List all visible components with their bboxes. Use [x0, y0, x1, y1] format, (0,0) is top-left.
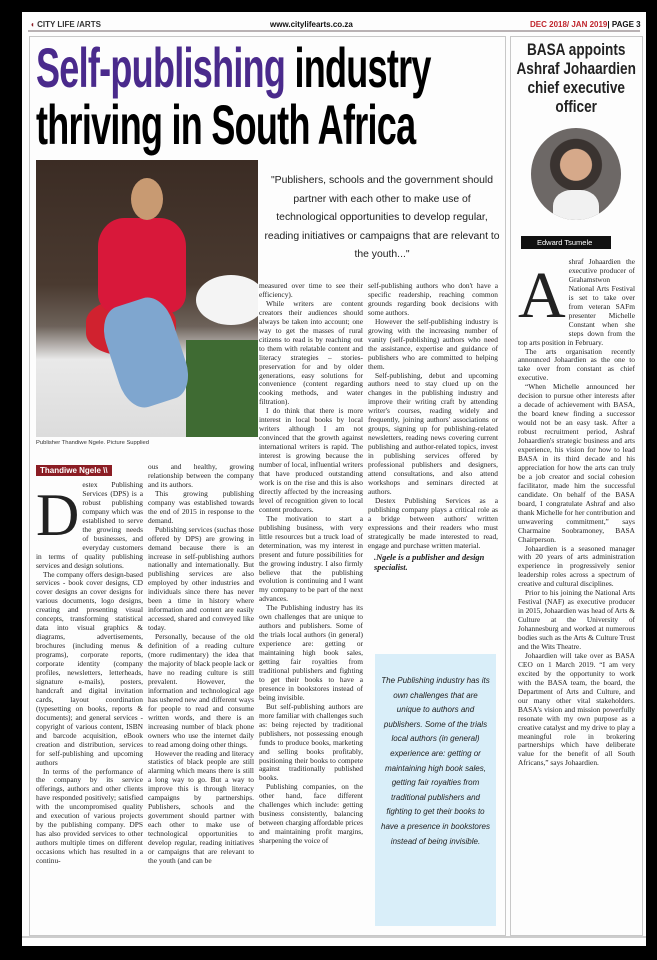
- date-text: DEC 2018/ JAN 2019: [530, 20, 608, 29]
- site-url: www.citylifearts.co.za: [270, 20, 353, 29]
- section-name: CITY LIFE /ARTS: [37, 20, 101, 29]
- photo-face: [131, 178, 163, 220]
- page-number: | PAGE 3: [607, 20, 641, 29]
- paragraph: shraf Johaardien the executive producer of Grahamstwon National Arts Festival is set to take over from veteran SAFm presenter Michelle Constant when she steps down from the top arts position in February.: [518, 258, 635, 347]
- photo-table: [196, 275, 258, 325]
- paragraph: “When Michelle announced her decision to pursue other interests after a decade of achievement with BASA, the board knew finding a successor would not be an easy task. After a robust recruitment period, Ashraf Johaardien's strategic business and arts experience, his vision for how to lead BASA in its third decade and his appreciation for how the arts can truly be a job creator and social cohesion facilitator, made him the successful candidate. On behalf of the BASA board, I congratulate Ashraf and also thank Michelle for her contribution and unwavering commitment,” says Charmaine Soobramoney, BASA Chairperson.: [518, 382, 635, 544]
- headline-rest: industry: [285, 36, 431, 100]
- slash-decor-icon: \\: [103, 466, 108, 475]
- footer-divider: [22, 936, 646, 938]
- paragraph: I do think that there is more interest in local books by local writers although I am not convinced that the growth against international writers is rapid. The interest is growing because the number of local, influential writers that have produced outstanding work is on the rise and this is also directly affected by the increasing level of recognition given to local content producers.: [259, 406, 363, 514]
- article-column-2: [148, 463, 254, 929]
- paragraph: The arts organisation recently announced Johaardien as the one to take over from constant as chief executive.: [518, 346, 635, 383]
- headline-line1: [36, 36, 431, 100]
- paragraph: Johaardien is a seasoned manager with 20 years of arts administration experience in progressively senior leadership roles across a spectrum of creative and cultural disciplines.: [518, 543, 635, 589]
- drop-cap: D: [36, 482, 80, 548]
- photo-jeans: [96, 292, 195, 413]
- paragraph: Publishing services (suchas those offered by DPS) are growing in demand because there is an increase in self-publishing authors nationally and internationally. But publishing services are also employed by other industries and individuals since there has never been a time in history where information and content are easily accessed, shared and conveyed like today.: [148, 524, 254, 633]
- section-label: [30, 20, 101, 29]
- paragraph: measured over time to see their efficiency).: [259, 282, 363, 299]
- portrait-shirt: [553, 190, 599, 220]
- author-name: Thandiwe Ngele: [40, 466, 101, 475]
- paragraph: The motivation to start a publishing business, with very little resources but a truck load of determination, was my interest in present and future possibilities for the growing industry. I also firmly believe that the publishing evolution is continuing and I want my company to be part of the next advances.: [259, 513, 363, 604]
- portrait-ashraf-johaardien: [531, 128, 621, 220]
- paragraph: This growing publishing company was established towards the end of 2015 in response to the demand.: [148, 488, 254, 525]
- paragraph: ous and healthy, growing relationship between the company and its authors.: [148, 463, 254, 489]
- header-divider: [28, 30, 640, 32]
- photo-grass-rug: [186, 340, 258, 437]
- issue-date: [530, 20, 641, 29]
- paragraph: The company offers design-based services - book cover designs, CD cover designs an cover designs for various documents, logo designs, creating and presenting visual concepts, transforming statistical data into visual graphics & diagrams, advertisements, brochures (including menus & programs), corporate reports, corporate identity (company profiles, newsletters, letterheads, signature e-mails), posters, handcraft and digital invitation cards, layout coordination (typesetting on books, reports & documents); and general services - copyright of various content, ISBN and barcode acquisition, eBook creation and distribution, services for self-publishing and upcoming authors: [36, 569, 143, 767]
- paragraph: However the self-publishing industry is growing with the increasing number of vanity (self-publishing) authors who need the assistance, expertise and guidance of publishers who are committed to helping them.: [368, 316, 498, 371]
- paragraph: But self-publishing authors are more familiar with challenges such as: being rejected by traditional publishers, not possessing enough funds to produce books, marketing and selling books profitably, positioning their books to compete against traditionally published books.: [259, 701, 363, 783]
- paragraph: The Publishing industry has its own challenges that are unique to authors and publishers. Some of the trials local authors (in general) experience are: getting or maintaining high book sales, getting fair royalties from traditional publishers and fighting to get their books to have a presence in bookstores instead of being invisible.: [259, 603, 363, 702]
- article-column-3: [259, 282, 363, 930]
- sidebar-headline: BASA appoints Ashraf Johaardien chief executive officer: [516, 40, 636, 116]
- article-column-1: [36, 481, 143, 929]
- pull-quote: "Publishers, schools and the government should partner with each other to make use of technological opportunities to develop regular, reading initiatives or campaigns that are relevant to the youth...": [264, 175, 500, 260]
- paragraph: While writers are content creators their audiences should always be taken into account; one way to get the masses of rural citizens to read is by reaching out to them with relatable content and literacy strategies – stories-preservation for and by older generations, easy solutions for convenience (content regarding cooking methods, and water filtration).: [259, 298, 363, 407]
- paragraph: Destex Publishing Services as a publishing company plays a critical role as a bridge between authors' written expressions and their readers who must strategically be made interested to read, engage and purchase written material.: [368, 495, 498, 550]
- paragraph: Johaardien will take over as BASA CEO on 1 March 2019. “I am very excited by the opportunity to work with the BASA team, the board, the Department of Arts and Culture, and our many other vital stakeholders. BASA's vision and mission powerfully resonate with my own purpose as a creative catalyst and my drive to play a meaningful role in brokering partnerships which have deliberate value for the benefit of all South Africans,” says Johaardien.: [518, 650, 635, 768]
- author-tag: [36, 465, 112, 476]
- paragraph: In terms of the performance of the company by its service offerings, authors and other clients have responded positively; satisfied with the uncompromised quality and execution of various projects by the publishing company. DPS has also provided services to other authors multiple times on different occasions which has resulted in a continu-: [36, 766, 143, 866]
- paragraph: self-publishing authors who don't have a specific readership, reaching common grounds regarding book decisions with some authors.: [368, 282, 498, 317]
- headline-line2: thriving in South Africa: [36, 93, 416, 157]
- paragraph: However the reading and literacy statistics of black people are still alarming which means there is still a long way to go. But a way to improve this is through literacy campaigns by partnerships. Publishers, schools and the government should partner with each other to make use of technological opportunities to develop regular, reading initiatives or campaigns that are relevant to the youth (and can be: [148, 748, 254, 865]
- paragraph: estex Publishing Services (DPS) is a robust publishing company which was established to serve the growing needs of businesses, and everyday customers in terms of quality publishing services and design solutions.: [36, 481, 143, 570]
- sidebar-body: [518, 258, 635, 930]
- photo-thandiwe-ngele: [36, 160, 258, 437]
- photo-caption: Publisher Thandiwe Ngele. Picture Supplied: [36, 440, 149, 446]
- sidebar-author-tag: Edward Tsumele: [521, 236, 611, 249]
- paragraph: Self-publishing, debut and upcoming authors need to stay clued up on the changes in the publishing industry and improve their writing craft by attending writer's courses, reading widely and frequently, joining authors' associations or groups, signing up for publishing-related newsletters, reading news covering current publishing and author-related topics, invest in publishing services offered by professional publishers and designers, attend consultations, and also attend workshops and seminars directed at authors.: [368, 370, 498, 496]
- author-byline: .Ngele is a publisher and design specialist.: [374, 552, 485, 572]
- paragraph: Publishing companies, on the other hand, face different challenges which include: getting business consistently, balancing between charging affordable prices and maintaining profit margins, sharpening the voice of: [259, 782, 363, 846]
- paragraph: Prior to his joining the National Arts Festival (NAF) as executive producer in 2015, Johaardien was head of Arts & Culture at the University of Johannesburg and worked at numerous bodies such as the Arts & Culture Trust and the Wits Theatre.: [518, 588, 635, 651]
- highlight-quote-box: The Publishing industry has its own challenges that are unique to authors and publishers. Some of the trials local authors (in general) experience are: getting or maintaining high book sales, getting fair royalties from traditional publishers and fighting to get their books to have a presence in bookstores instead of being invisible.: [375, 654, 496, 926]
- sidebar-drop-cap: A: [518, 259, 566, 332]
- city-life-logo-icon: ◖: [30, 20, 35, 29]
- paragraph: Personally, because of the old definition of a reading culture (more rudimentary) the idea that the majority of black people lack or have no reading culture is still prevalent. However, the information and technological age has ushered new and different ways for people to read and consume written words, and there is an increasing number of black phone owners who use the internet daily to read among doing other things.: [148, 632, 254, 749]
- headline-accent: Self-publishing: [36, 36, 286, 100]
- article-column-4: [368, 282, 498, 642]
